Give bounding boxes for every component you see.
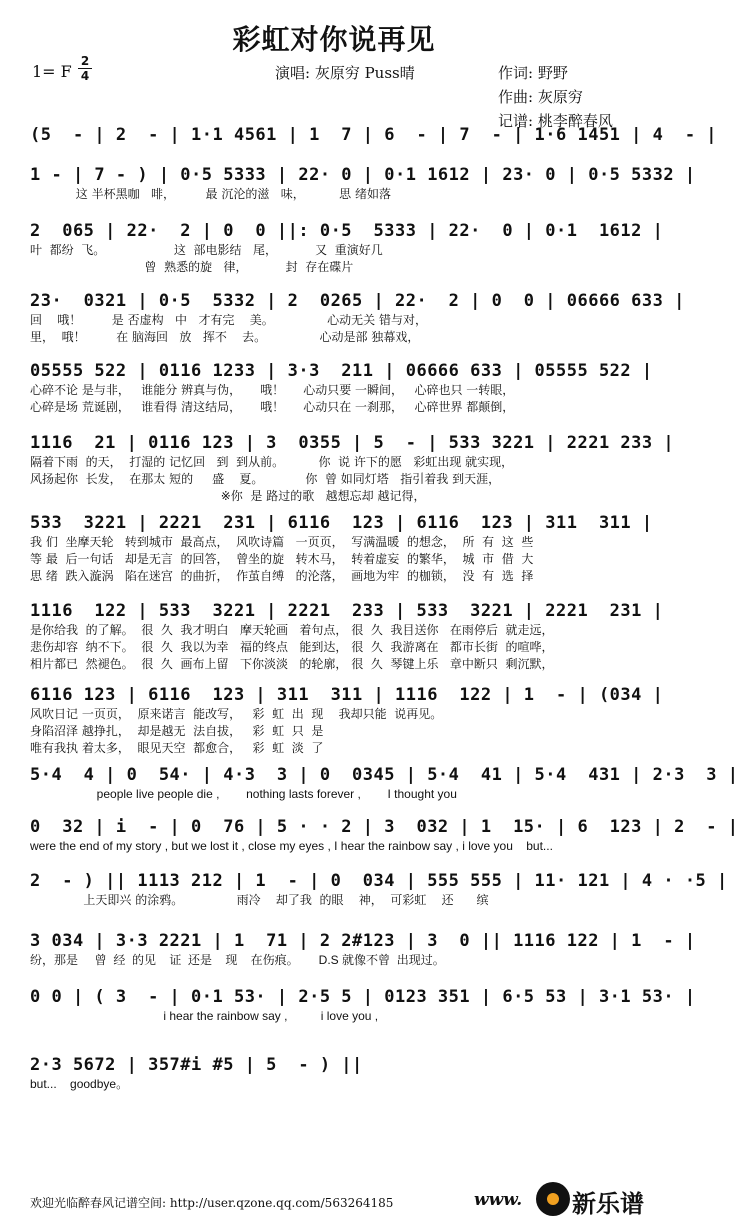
site-logo-text: 新乐谱 — [572, 1190, 644, 1218]
notation-line: 2·3 5672 | 357#i #5 | 5 - ) || — [30, 1055, 363, 1075]
site-logo-icon — [536, 1182, 570, 1216]
notation-line: 2 - ) || 1113 212 | 1 - | 0 034 | 555 555 | 11· 121 | 4 · ·5 | — [30, 871, 728, 891]
singer-credit: 演唱: 灰原穷 Puss晴 — [275, 64, 415, 82]
notation-line: 6116 123 | 6116 123 | 311 311 | 1116 122 | 1 - | (034 | — [30, 685, 664, 705]
lyric-line: ※你 是 路过的歌 越想忘却 越记得， — [30, 489, 426, 503]
notation-line: 1116 122 | 533 3221 | 2221 233 | 533 3221 | 2221 231 | — [30, 601, 664, 621]
score-row — [30, 986, 696, 1025]
score-row — [30, 1054, 642, 1093]
lyric-line: were the end of my story , but we lost it , close my eyes , I hear the rainbow say , i love you but... — [30, 839, 553, 853]
notation-line: 3 034 | 3·3 2221 | 1 71 | 2 2#123 | 3 0 || 1116 122 | 1 - | — [30, 931, 696, 951]
score-row — [30, 600, 664, 673]
lyric-line: 相片都已 然褪色。 很 久 画布上留 下你淡淡 的轮廓， 很 久 琴键上乐 章中断只 剩沉默， — [30, 657, 554, 671]
lyric-line: 风吹日记 一页页， 原来诺言 能改写， 彩 虹 出 现 我却只能 说再见。 — [30, 707, 443, 721]
notation-line: 533 3221 | 2221 231 | 6116 123 | 6116 123 | 311 311 | — [30, 513, 653, 533]
notation-line: 0 32 | i - | 0 76 | 5 · · 2 | 3 032 | 1 15· | 6 123 | 2 - | — [30, 817, 739, 837]
lyric-line: people live people die , nothing lasts forever , I thought you — [30, 787, 457, 801]
score-row — [30, 684, 664, 757]
composer-credit: 作曲: 灰原穷 — [498, 88, 583, 106]
score-row — [30, 220, 664, 276]
notation-line: 5·4 4 | 0 54· | 4·3 3 | 0 0345 | 5·4 41 | 5·4 431 | 2·3 3 | — [30, 765, 739, 785]
notation-line: 2 065 | 22· 2 | 0 0 ||: 0·5 5333 | 22· 0 | 0·1 1612 | — [30, 221, 664, 241]
lyric-line: 回 哦！ 是 否虚构 中 才有完 美。 心动无关 错与对， — [30, 313, 427, 327]
lyric-line: 唯有我执 着太多， 眼见天空 都愈合， 彩 虹 淡 了 — [30, 741, 324, 755]
time-signature-bottom: 4 — [80, 69, 90, 83]
notation-line: 1 - | 7 - ) | 0·5 5333 | 22· 0 | 0·1 1612 | 23· 0 | 0·5 5332 | — [30, 165, 696, 185]
transcriber-credit: 记谱: 桃李醉春风 — [498, 112, 613, 130]
score-row — [30, 764, 739, 803]
time-signature — [78, 55, 92, 82]
lyric-line: 里， 哦！ 在 脑海回 放 挥不 去。 心动是部 独幕戏， — [30, 330, 420, 344]
footer-text: 欢迎光临醉春风记谱空间: http://user.qzone.qq.com/563264185 — [30, 1196, 394, 1210]
lyric-line: 是你给我 的了解。 很 久 我才明白 摩天轮画 着句点， 很 久 我目送你 在雨停后 就走远， — [30, 623, 554, 637]
song-title: 彩虹对你说再见 — [232, 23, 436, 56]
lyric-line: i hear the rainbow say , i love you , — [30, 1009, 379, 1023]
score-row — [30, 870, 728, 909]
lyric-line: 等 最 后一句话 却是无言 的回答， 曾坐的旋 转木马， 转着虚妄 的繁华， 城 市 借 大 — [30, 552, 534, 566]
score-row — [30, 432, 675, 505]
lyric-line: 这 半杯黑咖 啡， 最 沉沦的滋 味， 思 绪如落 — [30, 187, 391, 201]
score-row — [30, 930, 696, 969]
lyric-line: 叶 都纷 飞。 这 部电影结 尾， 又 重演好几 — [30, 243, 383, 257]
score-row — [30, 512, 653, 585]
notation-line: 23· 0321 | 0·5 5332 | 2 0265 | 22· 2 | 0 0 | 06666 633 | — [30, 291, 685, 311]
notation-line: 0 0 | ( 3 - | 0·1 53· | 2·5 5 | 0123 351 | 6·5 53 | 3·1 53· | — [30, 987, 696, 1007]
lyric-line: 悲伤却容 纳不下。 很 久 我以为幸 福的终点 能到达， 很 久 我游离在 都市长街 的喧哗， — [30, 640, 554, 654]
lyric-line: 曾 熟悉的旋 律， 封 存在碟片 — [30, 260, 354, 274]
lyric-line: 心碎不论 是与非， 谁能分 辨真与伪， 哦！ 心动只要 一瞬间， 心碎也只 一转眼， — [30, 383, 515, 397]
site-text: www. — [474, 1190, 523, 1210]
lyric-line: but... goodbye。 — [30, 1077, 129, 1091]
lyric-line: 风扬起你 长发， 在那太 短的 盛 夏。 你 曾 如同灯塔 指引着我 到天涯， — [30, 472, 501, 486]
lyric-line: 隔着下雨 的天， 打湿的 记忆回 到 到从前。 你 说 许下的愿 彩虹出现 就实现， — [30, 455, 514, 469]
score-row — [30, 290, 685, 346]
notation-line: 1116 21 | 0116 123 | 3 0355 | 5 - | 533 3221 | 2221 233 | — [30, 433, 675, 453]
lyric-line: 我 们 坐摩天轮 转到城市 最高点， 风吹诗篇 一页页， 写满温暖 的想念， 所 有 这 些 — [30, 535, 534, 549]
score-row — [30, 124, 718, 146]
lyric-line: 纷，那是 曾 经 的见 证 还是 现 在伤痕。 D.S 就像不曾 出现过。 — [30, 953, 445, 967]
key-signature: 1= F — [32, 62, 72, 81]
lyricist-credit: 作词: 野野 — [498, 64, 568, 82]
notation-line: (5 - | 2 - | 1·1 4561 | 1 7 | 6 - | 7 - | 1·6 1451 | 4 - | — [30, 125, 718, 145]
score-row — [30, 360, 653, 416]
notation-line: 05555 522 | 0116 1233 | 3·3 211 | 06666 633 | 05555 522 | — [30, 361, 653, 381]
time-signature-top: 2 — [80, 54, 90, 68]
score-row — [30, 816, 739, 855]
lyric-line: 身陷沼泽 越挣扎， 却是越无 法自拔， 彩 虹 只 是 — [30, 724, 324, 738]
score-row — [30, 164, 696, 203]
lyric-line: 上天即兴 的涂鸦。 雨冷 却了我 的眼 神， 可彩虹 还 缤 — [30, 893, 489, 907]
lyric-line: 心碎是场 荒诞剧， 谁看得 清这结局， 哦！ 心动只在 一刹那， 心碎世界 都颠倒， — [30, 400, 515, 414]
lyric-line: 思 绪 跌入漩涡 陷在迷宫 的曲折， 作茧自缚 的沦落， 画地为牢 的枷锁， 没 有 选 择 — [30, 569, 534, 583]
